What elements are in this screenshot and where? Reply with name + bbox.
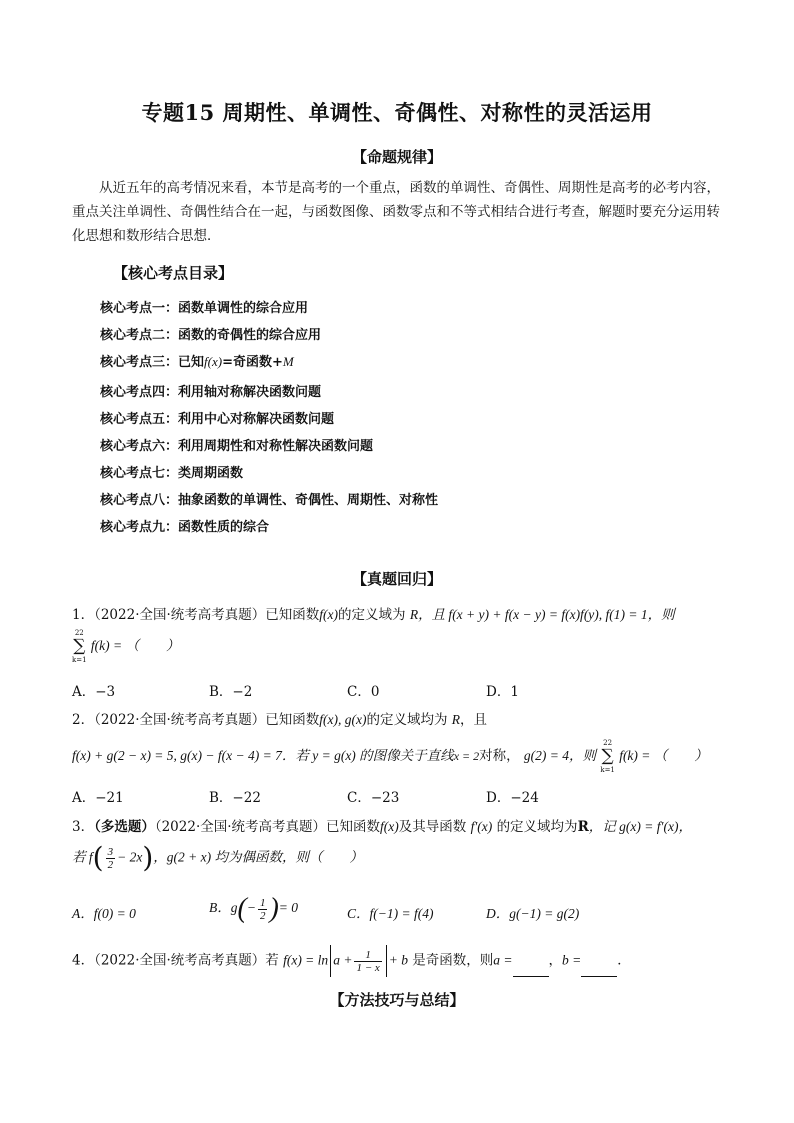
q3-optB-num: 1 (259, 896, 266, 909)
q3-mid2: 的定义域均为 (496, 819, 578, 835)
q3-option-a: A．f(0) = 0 (72, 906, 136, 921)
q4-mid: 是奇函数，则 (412, 952, 494, 969)
q3-option-d: D．g(−1) = g(2) (486, 906, 580, 921)
section-heading-mingti: 【命题规律】 (351, 148, 442, 166)
q1-cond: ，且 f(x + y) + f(x − y) = f(x)f(y), f(1) = 1，则 (418, 607, 675, 622)
q3-line2c: ，g(2 + x) 均为偶函数，则（ ） (153, 849, 363, 865)
q2-option-d: D．−24 (486, 790, 539, 806)
toc-item-2: 核心考点二：函数的奇偶性的综合应用 (100, 328, 322, 343)
q2-line2c: 对称， (479, 748, 520, 764)
q3-line2b: − 2x (117, 849, 143, 865)
q3-R: R (577, 819, 589, 835)
q3-fraction (106, 846, 116, 871)
toc-item-4: 核心考点四：利用轴对称解决函数问题 (100, 385, 322, 400)
toc-item-3 (100, 351, 294, 370)
q1-sum-symbol: 22 ∑ k=1 (72, 629, 87, 664)
q4-end: ． (617, 952, 631, 969)
q2-option-c: C．−23 (347, 790, 400, 806)
q2-fx: f(x), g(x) (319, 712, 367, 727)
q4-fraction (354, 949, 381, 974)
q1-option-c: C．0 (347, 684, 380, 700)
q4-b: + b (388, 952, 408, 968)
q3-tag: （多选题） (94, 819, 155, 835)
page-title: 专题15 周期性、单调性、奇偶性、对称性的灵活运用 (141, 100, 653, 125)
q3-mid: 及其导函数 (398, 819, 467, 835)
q3-optB-fraction (258, 897, 268, 922)
q1-mid: 的定义域为 (338, 607, 406, 623)
q2-sum-top: 22 (603, 739, 613, 747)
q2-sum-bottom: k=1 (600, 766, 615, 774)
q2-line2d: g(2) = 4，则 (523, 748, 597, 763)
q1-fx: f(x) (319, 607, 339, 622)
q2-sum-symbol: 22 ∑ k=1 (600, 739, 615, 774)
q3-prefix: 3． (72, 819, 95, 835)
q4-frac-den: 1 − x (356, 961, 380, 974)
q2-mid: 的定义域均为 (366, 712, 448, 728)
q4-a: a + (333, 952, 353, 968)
q1-option-b: B．−2 (209, 684, 253, 700)
q1-R: R (409, 607, 419, 622)
q1-sum-bottom: k=1 (72, 656, 87, 664)
q2-line2b: x = 2 (453, 749, 480, 763)
q3-frac-den: 2 (107, 858, 114, 871)
q2-option-a: A．−21 (72, 790, 124, 806)
toc-item-3-fx: f(x) (204, 354, 223, 369)
q4-fx: f(x) = ln (283, 952, 329, 968)
question-1-line-1 (72, 603, 675, 623)
toc-item-3-rest: =奇函数+ (222, 355, 283, 370)
q2-prefix: 2．（2022·全国·统考高考真题）已知函数 (72, 712, 320, 728)
question-4: 4．（2022·全国·统考高考真题）若 f(x) = ln a + $\frac{1}{1 - x}$ + b 是奇函数，则a = ，b = ． (72, 945, 631, 977)
intro-paragraph: 从近五年的高考情况来看，本节是高考的一个重点，函数的单调性、奇偶性、周期性是高考的必考内容，重点关注单调性、奇偶性结合在一起，与函数图像、函数零点和不等式相结合进行考查，解题时要充分运用转化思想和数形结合思想． (72, 180, 720, 244)
section-heading-fangfa: 【方法技巧与总结】 (329, 991, 465, 1009)
q2-sum-tail: f(k) = （ ） (619, 748, 708, 763)
q4-blank-b[interactable] (581, 962, 617, 977)
q4-b-eq: b = (562, 952, 582, 968)
toc-item-6: 核心考点六：利用周期性和对称性解决函数问题 (100, 439, 374, 454)
toc-item-3-M: M (282, 354, 294, 369)
q3-option-b: B．g(− $\frac{1}{2}$ )= 0 (209, 893, 299, 924)
question-2-line-2 (72, 738, 708, 775)
toc-item-9: 核心考点九：函数性质的综合 (100, 520, 270, 535)
question-2-line-1 (72, 708, 487, 728)
q3-fx: f(x) (380, 819, 399, 834)
question-1-line-2 (72, 628, 179, 665)
q3-tail: ，记 g(x) = f′(x)， (588, 819, 692, 834)
q3-frac-num: 3 (107, 845, 114, 858)
q3-optB-pre: B．g (209, 900, 238, 916)
q3-optB-post: = 0 (278, 900, 299, 916)
q2-tail: ，且 (460, 712, 488, 728)
toc-item-3-label: 核心考点三：已知 (100, 355, 205, 370)
question-3-line-2: 若 f( $\frac{3}{2}$ − 2x)，g(2 + x) 均为偶函数，则（ ） (72, 841, 363, 874)
q1-prefix: 1．（2022·全国·统考高考真题）已知函数 (72, 607, 320, 623)
q1-sum-top: 22 (74, 629, 84, 637)
toc-item-1: 核心考点一：函数单调性的综合应用 (100, 301, 309, 316)
q1-option-a: A．−3 (72, 684, 116, 700)
q1-option-d: D．1 (486, 684, 519, 700)
q3-line2a: 若 f (72, 849, 93, 865)
toc-item-7: 核心考点七：类周期函数 (100, 466, 244, 481)
section-heading-zhenti: 【真题回归】 (351, 570, 442, 588)
question-3-line-1 (72, 815, 692, 835)
q4-blank-a[interactable] (513, 962, 549, 977)
q1-sum-tail: f(k) = （ ） (90, 638, 180, 653)
toc-item-8: 核心考点八：抽象函数的单调性、奇偶性、周期性、对称性 (100, 493, 439, 508)
q2-line2a: f(x) + g(2 − x) = 5, g(x) − f(x − 4) = 7．若 y = g(x) 的图像关于直线 (72, 748, 454, 763)
q3-optB-den: 2 (259, 909, 266, 922)
q3-source: （2022·全国·统考高考真题）已知函数 (154, 819, 381, 835)
q4-a-eq: a = (493, 952, 513, 968)
toc-item-5: 核心考点五：利用中心对称解决函数问题 (100, 412, 335, 427)
q3-option-c: C．f(−1) = f(4) (347, 906, 434, 921)
q4-prefix: 4．（2022·全国·统考高考真题）若 (72, 952, 279, 969)
q2-option-b: B．−22 (209, 790, 261, 806)
q3-fpx: f′(x) (470, 819, 493, 834)
q2-R: R (451, 712, 461, 727)
q4-frac-num: 1 (354, 949, 381, 962)
toc-heading: 【核心考点目录】 (113, 264, 234, 282)
